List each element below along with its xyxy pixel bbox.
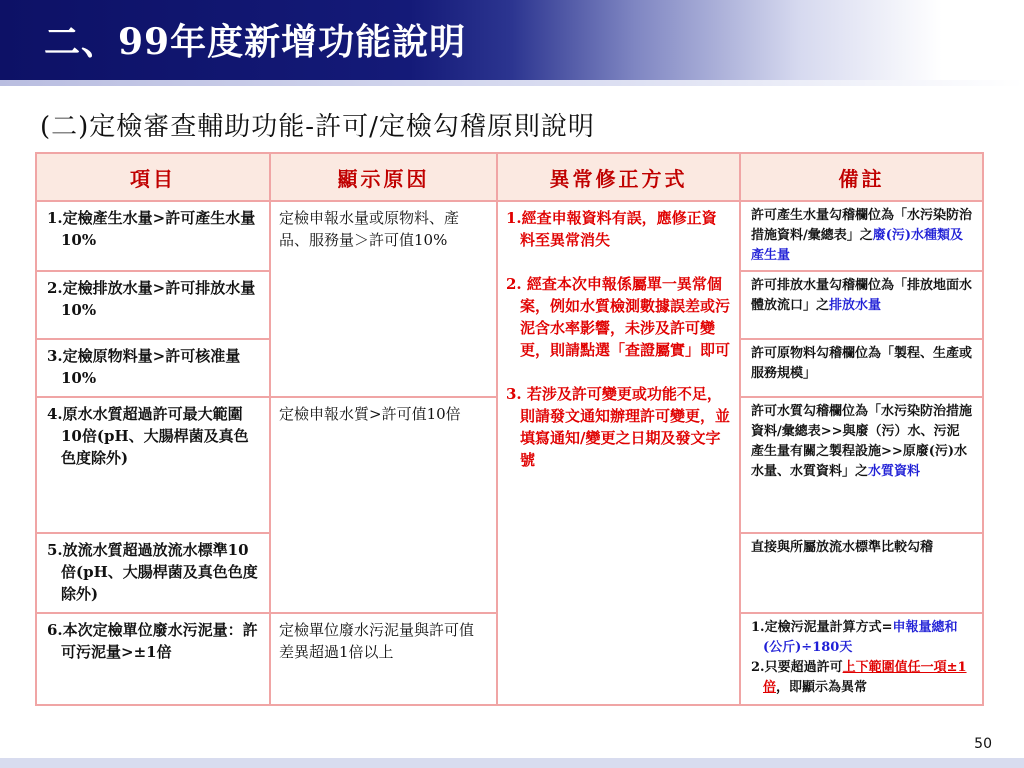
note-text: 2.只要超過許可 — [751, 660, 843, 675]
note-text: 許可產生水量勾稽欄位為「水污染防治措施資料/彙總表」之 — [751, 208, 973, 243]
note-line — [751, 618, 972, 658]
fix-cell — [497, 201, 740, 705]
note-text: 許可排放水量勾稽欄位為「排放地面水體放流口」之 — [751, 278, 973, 313]
note-cell — [740, 613, 983, 705]
item-cell — [36, 613, 270, 705]
item-cell — [36, 271, 270, 339]
reason-text: 定檢申報水質>許可值10倍 — [279, 405, 461, 423]
fix-step-3: 3. 若涉及許可變更或功能不足，則請發文通知辦理許可變更，並填寫通知/變更之日期及發文字號 — [506, 385, 731, 469]
rules-table — [35, 152, 984, 706]
footer-bar — [0, 758, 1024, 768]
slide-title: 二、99年度新增功能說明 — [44, 21, 467, 63]
header-item: 項目 — [36, 153, 270, 201]
title-bar — [0, 0, 1024, 80]
note-cell — [740, 201, 983, 271]
note-text: ，即顯示為異常 — [776, 680, 868, 695]
note-text: 許可原物料勾稽欄位為「製程、生產或服務規模」 — [751, 346, 973, 381]
item-text: 6.本次定檢單位廢水污泥量：許可污泥量>±1倍 — [47, 621, 258, 661]
table-row — [36, 201, 983, 271]
item-cell — [36, 339, 270, 397]
reason-text: 定檢申報水量或原物料、產品、服務量＞許可值10% — [279, 209, 460, 249]
item-text: 3.定檢原物料量>許可核准量10% — [47, 347, 241, 387]
header-fix: 異常修正方式 — [497, 153, 740, 201]
item-cell — [36, 533, 270, 613]
reason-cell — [270, 397, 497, 613]
item-cell — [36, 397, 270, 533]
item-text: 1.定檢產生水量>許可產生水量10% — [47, 209, 256, 249]
item-text: 4.原水水質超過許可最大範圍10倍(pH、大腸桿菌及真色色度除外) — [47, 405, 249, 467]
note-highlight: 申報量總和(公斤)÷180天 — [763, 620, 958, 655]
note-text: 直接與所屬放流水標準比較勾稽 — [751, 540, 934, 555]
slide-subtitle: (二)定檢審查輔助功能-許可/定檢勾稽原則說明 — [40, 112, 595, 142]
note-cell — [740, 339, 983, 397]
note-highlight: 排放水量 — [829, 298, 882, 313]
note-text: 1.定檢污泥量計算方式= — [751, 620, 893, 635]
note-highlight: 廢(污)水種類及產生量 — [751, 228, 964, 263]
header-reason: 顯示原因 — [270, 153, 497, 201]
title-underline — [0, 80, 1024, 86]
note-line — [751, 658, 972, 698]
note-text: 許可水質勾稽欄位為「水污染防治措施資料/彙總表>>與廢（污）水、污泥產生量有關之製程設施>>原廢(污)水水量、水質資料」之 — [751, 404, 973, 479]
note-highlight-red: 上下範圍值任一項±1倍 — [763, 660, 967, 695]
table-header-row — [36, 153, 983, 201]
note-cell — [740, 397, 983, 533]
reason-cell — [270, 201, 497, 397]
fix-step-2: 2. 經查本次申報係屬單一異常個案，例如水質檢測數據誤差或污泥含水率影響，未涉及許可變更，則請點選「查證屬實」即可 — [506, 275, 731, 359]
item-cell — [36, 201, 270, 271]
note-highlight: 水質資料 — [868, 464, 921, 479]
note-list — [751, 618, 972, 698]
header-note: 備註 — [740, 153, 983, 201]
reason-cell — [270, 613, 497, 705]
reason-text: 定檢單位廢水污泥量與許可值差異超過1倍以上 — [279, 621, 475, 661]
fix-step-1: 1.經查申報資料有誤，應修正資料至異常消失 — [506, 209, 717, 249]
item-text: 2.定檢排放水量>許可排放水量10% — [47, 279, 256, 319]
page-number: 50 — [974, 736, 992, 752]
note-cell — [740, 533, 983, 613]
note-cell — [740, 271, 983, 339]
item-text: 5.放流水質超過放流水標準10倍(pH、大腸桿菌及真色色度除外) — [47, 541, 258, 603]
